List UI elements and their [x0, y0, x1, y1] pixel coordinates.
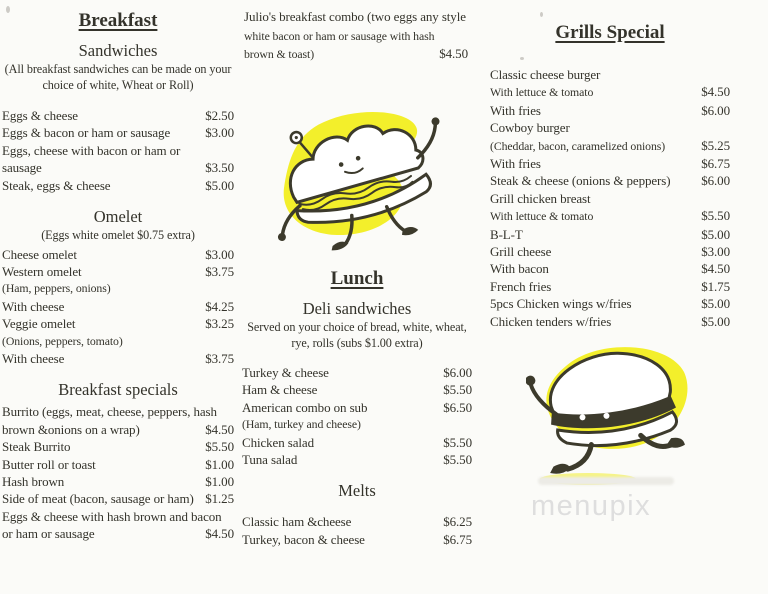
menu-item-row: [2, 159, 234, 176]
item-price: $5.50: [443, 452, 472, 468]
menu-item-row: [2, 350, 234, 367]
item-price: $4.50: [701, 84, 730, 100]
item-price: $5.00: [701, 313, 730, 329]
breakfast-combo-block: [244, 6, 468, 64]
menu-item-row: [490, 226, 730, 243]
item-price: $4.25: [205, 298, 234, 314]
menu-item-row: [490, 243, 730, 260]
menu-item-row: [490, 207, 730, 225]
item-text: Ham & cheese: [242, 382, 318, 398]
item-text: (Cheddar, bacon, caramelized onions): [490, 138, 666, 153]
item-price: $5.00: [205, 177, 234, 193]
item-text: (Ham, peppers, onions): [2, 281, 111, 296]
item-price: $6.00: [701, 102, 730, 118]
breakfast-title: [2, 8, 234, 34]
item-text: Burrito (eggs, meat, cheese, peppers, hash: [2, 404, 217, 420]
item-price: $6.25: [443, 514, 472, 530]
sandwich-mascot-icon: [260, 108, 465, 260]
menu-item-row: [490, 155, 730, 172]
item-price: $5.50: [443, 382, 472, 398]
item-text: Turkey, bacon & cheese: [242, 531, 365, 547]
item-price: $6.75: [443, 531, 472, 547]
item-text: 5pcs Chicken wings w/fries: [490, 296, 632, 312]
item-price: $6.00: [443, 365, 472, 380]
menu-item-row: [244, 45, 468, 64]
item-price: $6.75: [701, 156, 730, 172]
item-price: $1.00: [205, 456, 234, 472]
item-text: Cowboy burger: [490, 120, 570, 136]
menu-item-row: [2, 107, 234, 124]
item-price: $4.50: [439, 46, 468, 61]
item-text: Steak Burrito: [2, 439, 71, 455]
menu-item-row: [2, 421, 234, 438]
lunch-column: [242, 266, 472, 548]
menu-item-row: [2, 298, 234, 315]
item-text: Turkey & cheese: [242, 365, 329, 380]
item-price: $5.50: [443, 434, 472, 450]
item-text: Eggs, cheese with bacon or ham or: [2, 142, 181, 158]
item-text: (Ham, turkey and cheese): [242, 417, 361, 432]
menu-lines: [2, 246, 234, 368]
menu-item-row: [490, 295, 730, 312]
menu-section: [2, 206, 234, 367]
item-price: $1.75: [701, 278, 730, 294]
item-text: With fries: [490, 102, 541, 118]
grills-column: [490, 20, 730, 330]
menu-item-row: [244, 27, 468, 46]
menu-item-row: [490, 313, 730, 330]
item-text: Hash brown: [2, 474, 65, 489]
section-note: choice of white, Wheat or Roll): [42, 77, 194, 92]
menu-lines: [244, 8, 468, 64]
item-text: With fries: [490, 156, 541, 172]
item-price: $6.00: [701, 173, 730, 189]
item-text: Classic ham &cheese: [242, 514, 352, 530]
item-price: $5.25: [701, 137, 730, 153]
item-text: Classic cheese burger: [490, 67, 601, 82]
item-price: $3.75: [205, 350, 234, 366]
menu-item-row: [490, 190, 730, 207]
item-text: white bacon or ham or sausage with hash: [244, 28, 435, 43]
item-price: $6.50: [443, 399, 472, 415]
menu-item-row: [242, 434, 472, 451]
menu-item-row: [2, 438, 234, 455]
menu-item-row: [490, 119, 730, 136]
item-price: $3.50: [205, 160, 234, 176]
item-price: $5.00: [701, 296, 730, 312]
item-text: French fries: [490, 278, 552, 294]
grills-title: [490, 20, 730, 46]
section-note: Served on your choice of bread, white, wheat,: [247, 320, 467, 334]
item-text: With bacon: [490, 261, 549, 277]
item-text: B-L-T: [490, 226, 523, 242]
breakfast-column: [2, 8, 234, 543]
burger-mascot-icon: [526, 336, 706, 488]
menu-item-row: [2, 333, 234, 350]
menu-item-row: [2, 315, 234, 332]
menu-lines: [242, 364, 472, 468]
menu-item-row: [242, 531, 472, 548]
menu-item-row: [2, 177, 234, 194]
item-text: Chicken tenders w/fries: [490, 313, 612, 329]
section-heading: Deli sandwiches: [302, 299, 412, 318]
section-note: (All breakfast sandwiches can be made on your: [4, 62, 232, 76]
item-text: Grill chicken breast: [490, 190, 591, 206]
menu-item-row: [242, 381, 472, 398]
menu-section: [242, 298, 472, 468]
menu-lines: [2, 107, 234, 194]
lunch-sections: [242, 298, 472, 548]
item-text: Eggs & cheese with hash brown and bacon: [2, 508, 222, 524]
menu-item-row: [2, 490, 234, 507]
item-text: brown &onions on a wrap): [2, 421, 140, 437]
menupix-watermark: menupix: [531, 490, 652, 522]
item-text: brown & toast): [244, 47, 315, 61]
grills-sections: [490, 66, 730, 330]
item-price: $4.50: [205, 421, 234, 437]
menu-item-row: [2, 263, 234, 280]
menu-item-row: [2, 246, 234, 263]
item-price: $3.00: [701, 244, 730, 260]
item-text: With cheese: [2, 350, 65, 366]
item-text: Tuna salad: [242, 452, 298, 468]
menu-item-row: [2, 508, 234, 525]
item-price: $2.50: [205, 108, 234, 123]
item-text: Side of meat (bacon, sausage or ham): [2, 491, 194, 507]
menu-item-row: [242, 399, 472, 416]
scan-speck: [540, 12, 543, 17]
menu-item-row: [490, 102, 730, 119]
menu-item-row: [490, 66, 730, 83]
menu-item-row: [2, 280, 234, 297]
scan-speck: [6, 6, 10, 13]
item-text: With lettuce & tomato: [490, 85, 594, 100]
item-text: With lettuce & tomato: [490, 209, 594, 224]
menu-item-row: [490, 137, 730, 155]
menu-section: [244, 8, 468, 64]
menu-item-row: [2, 124, 234, 141]
item-price: $5.50: [205, 439, 234, 455]
grills-title-text: Grills Special: [555, 22, 665, 43]
section-heading: Sandwiches: [78, 41, 158, 60]
section-note: (Eggs white omelet $0.75 extra): [41, 228, 195, 243]
item-text: Julio's breakfast combo (two eggs any style: [244, 9, 466, 24]
menu-item-row: [490, 278, 730, 295]
item-text: With cheese: [2, 298, 65, 314]
menu-lines: [2, 403, 234, 542]
item-text: sausage: [2, 160, 42, 176]
section-heading: Melts: [338, 481, 376, 501]
menu-section: [490, 66, 730, 330]
menu-item-row: [242, 416, 472, 433]
menu-lines: [242, 513, 472, 548]
item-price: $3.25: [205, 316, 234, 332]
section-heading: Omelet: [93, 207, 143, 227]
section-note: rye, rolls (subs $1.00 extra): [291, 335, 423, 350]
item-price: $3.00: [205, 246, 234, 262]
item-price: $3.00: [205, 125, 234, 141]
item-text: Eggs & cheese: [2, 108, 78, 123]
item-price: $4.50: [701, 261, 730, 277]
item-text: Eggs & bacon or ham or sausage: [2, 125, 171, 141]
item-price: $4.50: [205, 526, 234, 542]
menu-item-row: [242, 451, 472, 468]
item-text: Steak & cheese (onions & peppers): [490, 173, 671, 189]
menu-item-row: [2, 403, 234, 420]
lunch-title-text: Lunch: [330, 268, 384, 289]
item-text: Veggie omelet: [2, 316, 76, 332]
menu-item-row: [490, 83, 730, 101]
item-price: $3.75: [205, 263, 234, 279]
menu-item-row: [2, 525, 234, 542]
item-text: Chicken salad: [242, 434, 314, 450]
menu-item-row: [242, 364, 472, 381]
menu-item-row: [490, 260, 730, 277]
menu-item-row: [490, 172, 730, 189]
item-text: Butter roll or toast: [2, 456, 96, 472]
item-text: (Onions, peppers, tomato): [2, 333, 123, 348]
breakfast-sections: [2, 40, 234, 543]
menu-item-row: [2, 142, 234, 159]
section-heading: Breakfast specials: [58, 380, 178, 400]
menu-section: [242, 480, 472, 548]
item-price: $5.50: [701, 208, 730, 224]
menu-item-row: [244, 8, 468, 27]
menu-item-row: [2, 456, 234, 473]
item-text: Cheese omelet: [2, 246, 77, 262]
menu-lines: [490, 66, 730, 330]
scan-smudge: [538, 477, 674, 485]
item-text: Western omelet: [2, 263, 82, 279]
menu-section: [2, 379, 234, 542]
menu-item-row: [242, 513, 472, 530]
item-price: $1.25: [205, 491, 234, 507]
item-price: $5.00: [701, 226, 730, 242]
breakfast-title-text: Breakfast: [78, 10, 158, 31]
lunch-title: [242, 266, 472, 292]
menu-item-row: [2, 473, 234, 490]
item-text: Steak, eggs & cheese: [2, 177, 111, 193]
menu-section: [2, 40, 234, 194]
item-text: or ham or sausage: [2, 526, 95, 542]
item-price: $1.00: [205, 474, 234, 489]
scan-speck: [520, 57, 524, 60]
item-text: American combo on sub: [242, 399, 368, 415]
item-text: Grill cheese: [490, 244, 552, 260]
